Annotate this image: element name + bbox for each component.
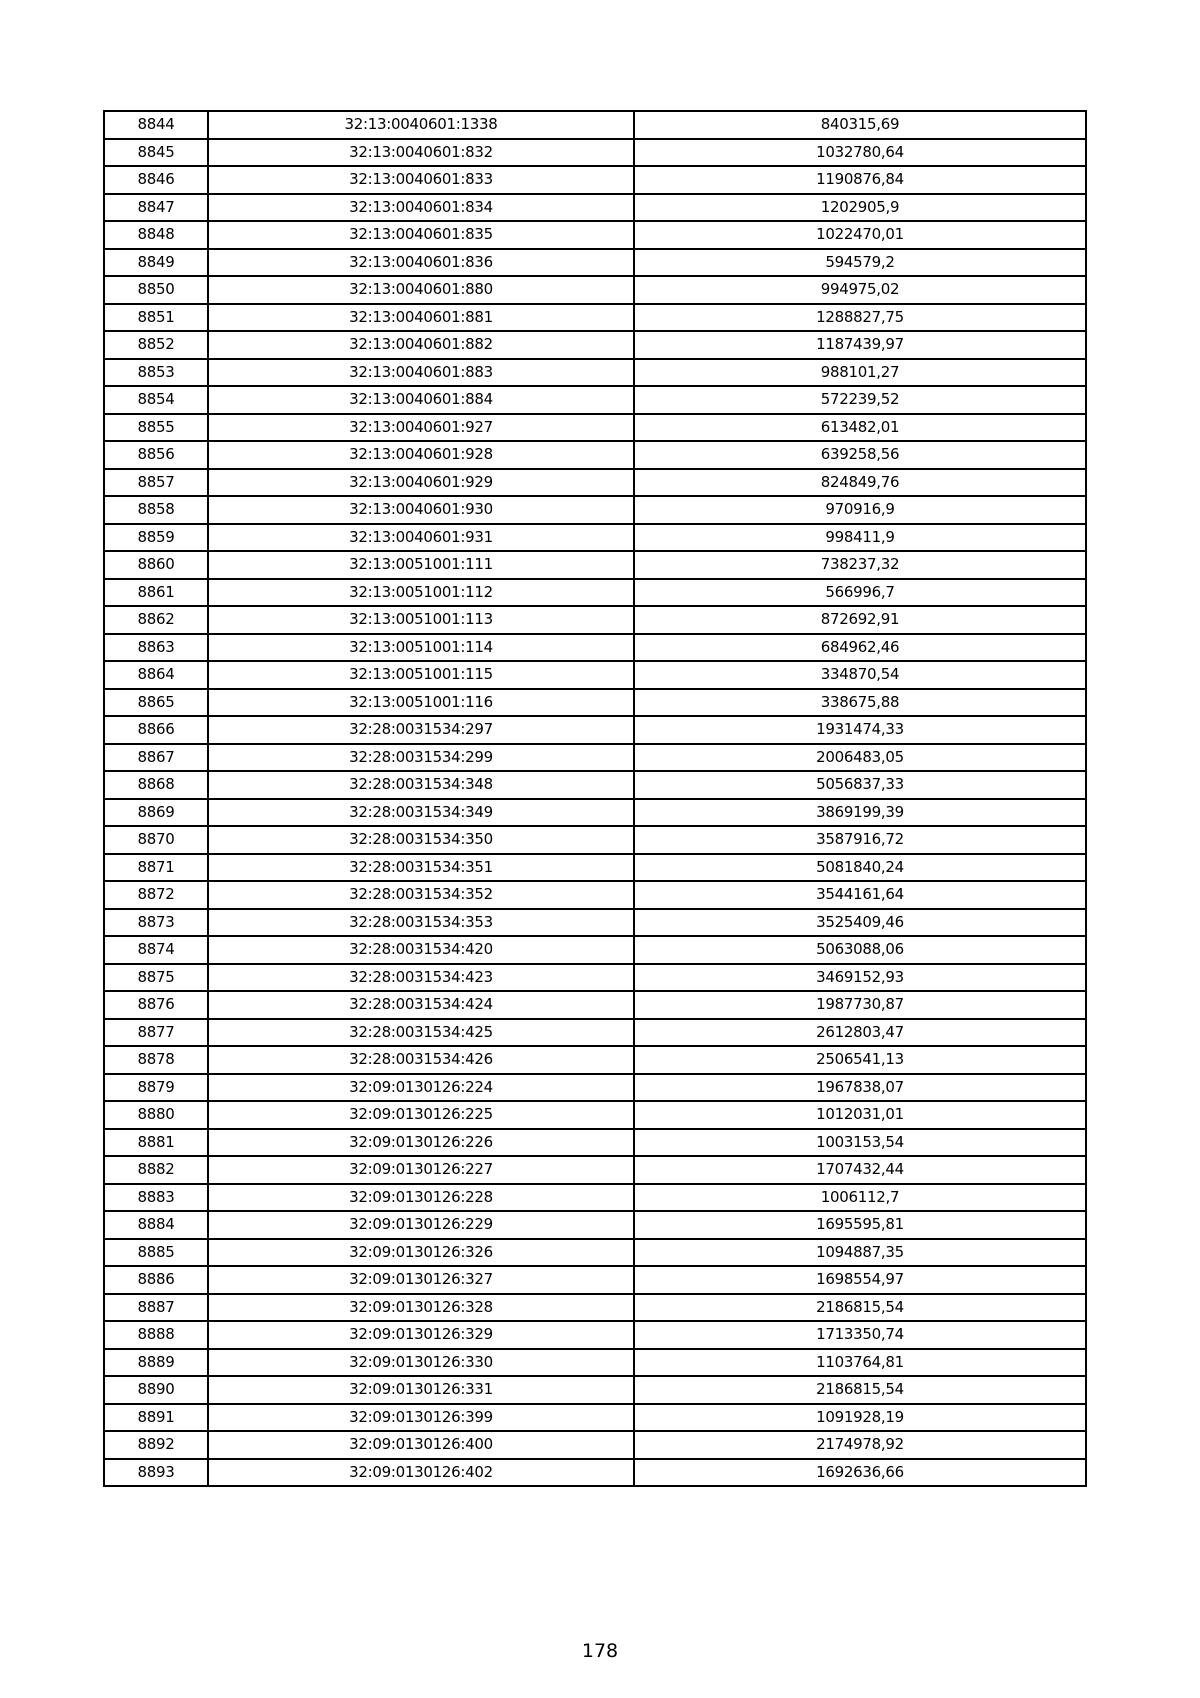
table-row — [104, 689, 1086, 717]
value-cell: 1202905,9 — [634, 194, 1086, 222]
value-cell: 994975,02 — [634, 276, 1086, 304]
row-number-cell: 8869 — [104, 799, 208, 827]
row-number-cell: 8848 — [104, 221, 208, 249]
cadastral-number-cell: 32:09:0130126:224 — [208, 1074, 634, 1102]
table-row — [104, 1376, 1086, 1404]
row-number-cell: 8846 — [104, 166, 208, 194]
value-cell: 1967838,07 — [634, 1074, 1086, 1102]
row-number-cell: 8882 — [104, 1156, 208, 1184]
table-row — [104, 606, 1086, 634]
table-row — [104, 964, 1086, 992]
table-row — [104, 1184, 1086, 1212]
table-row — [104, 991, 1086, 1019]
value-cell: 572239,52 — [634, 386, 1086, 414]
table-row — [104, 386, 1086, 414]
value-cell: 998411,9 — [634, 524, 1086, 552]
value-cell: 3544161,64 — [634, 881, 1086, 909]
cadastral-number-cell: 32:09:0130126:328 — [208, 1294, 634, 1322]
value-cell: 3525409,46 — [634, 909, 1086, 937]
cadastral-number-cell: 32:09:0130126:326 — [208, 1239, 634, 1267]
cadastral-number-cell: 32:13:0040601:928 — [208, 441, 634, 469]
value-cell: 970916,9 — [634, 496, 1086, 524]
cadastral-number-cell: 32:09:0130126:229 — [208, 1211, 634, 1239]
row-number-cell: 8885 — [104, 1239, 208, 1267]
cadastral-number-cell: 32:09:0130126:226 — [208, 1129, 634, 1157]
row-number-cell: 8868 — [104, 771, 208, 799]
cadastral-number-cell: 32:09:0130126:225 — [208, 1101, 634, 1129]
table-row — [104, 826, 1086, 854]
table-row — [104, 1101, 1086, 1129]
row-number-cell: 8883 — [104, 1184, 208, 1212]
table-row — [104, 1074, 1086, 1102]
value-cell: 1187439,97 — [634, 331, 1086, 359]
value-cell: 840315,69 — [634, 111, 1086, 139]
row-number-cell: 8876 — [104, 991, 208, 1019]
cadastral-number-cell: 32:28:0031534:297 — [208, 716, 634, 744]
table-row — [104, 716, 1086, 744]
row-number-cell: 8847 — [104, 194, 208, 222]
value-cell: 5063088,06 — [634, 936, 1086, 964]
cadastral-number-cell: 32:28:0031534:425 — [208, 1019, 634, 1047]
cadastral-number-cell: 32:13:0040601:929 — [208, 469, 634, 497]
table-row — [104, 1349, 1086, 1377]
row-number-cell: 8866 — [104, 716, 208, 744]
cadastral-number-cell: 32:13:0040601:834 — [208, 194, 634, 222]
cadastral-number-cell: 32:13:0040601:927 — [208, 414, 634, 442]
table-row — [104, 1239, 1086, 1267]
cadastral-number-cell: 32:09:0130126:330 — [208, 1349, 634, 1377]
table-row — [104, 1211, 1086, 1239]
row-number-cell: 8877 — [104, 1019, 208, 1047]
row-number-cell: 8857 — [104, 469, 208, 497]
cadastral-number-cell: 32:28:0031534:349 — [208, 799, 634, 827]
value-cell: 1094887,35 — [634, 1239, 1086, 1267]
row-number-cell: 8844 — [104, 111, 208, 139]
value-cell: 1003153,54 — [634, 1129, 1086, 1157]
cadastral-number-cell: 32:09:0130126:331 — [208, 1376, 634, 1404]
row-number-cell: 8856 — [104, 441, 208, 469]
cadastral-number-cell: 32:28:0031534:423 — [208, 964, 634, 992]
table-row — [104, 744, 1086, 772]
row-number-cell: 8861 — [104, 579, 208, 607]
value-cell: 338675,88 — [634, 689, 1086, 717]
cadastral-number-cell: 32:28:0031534:420 — [208, 936, 634, 964]
value-cell: 566996,7 — [634, 579, 1086, 607]
value-cell: 1692636,66 — [634, 1459, 1086, 1487]
row-number-cell: 8878 — [104, 1046, 208, 1074]
row-number-cell: 8879 — [104, 1074, 208, 1102]
row-number-cell: 8892 — [104, 1431, 208, 1459]
table-row — [104, 166, 1086, 194]
table-row — [104, 194, 1086, 222]
row-number-cell: 8862 — [104, 606, 208, 634]
table-row — [104, 304, 1086, 332]
row-number-cell: 8893 — [104, 1459, 208, 1487]
row-number-cell: 8889 — [104, 1349, 208, 1377]
table-row — [104, 1294, 1086, 1322]
row-number-cell: 8858 — [104, 496, 208, 524]
table-row — [104, 496, 1086, 524]
cadastral-number-cell: 32:28:0031534:424 — [208, 991, 634, 1019]
table-row — [104, 441, 1086, 469]
row-number-cell: 8864 — [104, 661, 208, 689]
row-number-cell: 8853 — [104, 359, 208, 387]
row-number-cell: 8891 — [104, 1404, 208, 1432]
table-row — [104, 249, 1086, 277]
table-row — [104, 221, 1086, 249]
cadastral-number-cell: 32:28:0031534:353 — [208, 909, 634, 937]
table-row — [104, 909, 1086, 937]
table-row — [104, 359, 1086, 387]
table-row — [104, 1046, 1086, 1074]
table-row — [104, 524, 1086, 552]
cadastral-number-cell: 32:28:0031534:351 — [208, 854, 634, 882]
value-cell: 1032780,64 — [634, 139, 1086, 167]
value-cell: 3587916,72 — [634, 826, 1086, 854]
value-cell: 5081840,24 — [634, 854, 1086, 882]
cadastral-number-cell: 32:13:0040601:884 — [208, 386, 634, 414]
cadastral-number-cell: 32:28:0031534:348 — [208, 771, 634, 799]
row-number-cell: 8886 — [104, 1266, 208, 1294]
cadastral-number-cell: 32:13:0051001:114 — [208, 634, 634, 662]
row-number-cell: 8887 — [104, 1294, 208, 1322]
value-cell: 594579,2 — [634, 249, 1086, 277]
cadastral-number-cell: 32:13:0040601:835 — [208, 221, 634, 249]
value-cell: 2174978,92 — [634, 1431, 1086, 1459]
cadastral-number-cell: 32:09:0130126:329 — [208, 1321, 634, 1349]
value-cell: 1022470,01 — [634, 221, 1086, 249]
cadastral-number-cell: 32:09:0130126:402 — [208, 1459, 634, 1487]
table-row — [104, 1321, 1086, 1349]
row-number-cell: 8851 — [104, 304, 208, 332]
value-cell: 5056837,33 — [634, 771, 1086, 799]
table-row — [104, 1404, 1086, 1432]
table-row — [104, 936, 1086, 964]
row-number-cell: 8884 — [104, 1211, 208, 1239]
table-row — [104, 331, 1086, 359]
table-row — [104, 799, 1086, 827]
row-number-cell: 8872 — [104, 881, 208, 909]
row-number-cell: 8890 — [104, 1376, 208, 1404]
table-row — [104, 111, 1086, 139]
cadastral-number-cell: 32:13:0051001:112 — [208, 579, 634, 607]
row-number-cell: 8849 — [104, 249, 208, 277]
row-number-cell: 8859 — [104, 524, 208, 552]
value-cell: 1006112,7 — [634, 1184, 1086, 1212]
table-row — [104, 881, 1086, 909]
table-row — [104, 1266, 1086, 1294]
value-cell: 1012031,01 — [634, 1101, 1086, 1129]
value-cell: 988101,27 — [634, 359, 1086, 387]
cadastral-number-cell: 32:13:0051001:116 — [208, 689, 634, 717]
value-cell: 1713350,74 — [634, 1321, 1086, 1349]
cadastral-number-cell: 32:13:0040601:881 — [208, 304, 634, 332]
cadastral-number-cell: 32:28:0031534:350 — [208, 826, 634, 854]
value-cell: 2612803,47 — [634, 1019, 1086, 1047]
value-cell: 1288827,75 — [634, 304, 1086, 332]
cadastral-number-cell: 32:13:0040601:931 — [208, 524, 634, 552]
cadastral-number-cell: 32:13:0051001:111 — [208, 551, 634, 579]
cadastral-number-cell: 32:28:0031534:352 — [208, 881, 634, 909]
row-number-cell: 8845 — [104, 139, 208, 167]
cadastral-number-cell: 32:13:0040601:883 — [208, 359, 634, 387]
value-cell: 1707432,44 — [634, 1156, 1086, 1184]
cadastral-number-cell: 32:09:0130126:227 — [208, 1156, 634, 1184]
table-row — [104, 661, 1086, 689]
cadastral-number-cell: 32:09:0130126:400 — [208, 1431, 634, 1459]
cadastral-number-cell: 32:09:0130126:228 — [208, 1184, 634, 1212]
row-number-cell: 8854 — [104, 386, 208, 414]
row-number-cell: 8850 — [104, 276, 208, 304]
value-cell: 1987730,87 — [634, 991, 1086, 1019]
cadastral-number-cell: 32:13:0051001:113 — [208, 606, 634, 634]
value-cell: 1091928,19 — [634, 1404, 1086, 1432]
table-row — [104, 139, 1086, 167]
value-cell: 1695595,81 — [634, 1211, 1086, 1239]
row-number-cell: 8870 — [104, 826, 208, 854]
table-row — [104, 579, 1086, 607]
table-row — [104, 276, 1086, 304]
value-cell: 2506541,13 — [634, 1046, 1086, 1074]
table-row — [104, 1129, 1086, 1157]
value-cell: 1190876,84 — [634, 166, 1086, 194]
value-cell: 872692,91 — [634, 606, 1086, 634]
value-cell: 824849,76 — [634, 469, 1086, 497]
table-body — [104, 111, 1086, 1486]
table-row — [104, 634, 1086, 662]
table-row — [104, 414, 1086, 442]
cadastral-number-cell: 32:13:0040601:1338 — [208, 111, 634, 139]
table-row — [104, 771, 1086, 799]
table-row — [104, 1431, 1086, 1459]
value-cell: 738237,32 — [634, 551, 1086, 579]
cadastral-number-cell: 32:28:0031534:426 — [208, 1046, 634, 1074]
value-cell: 684962,46 — [634, 634, 1086, 662]
row-number-cell: 8871 — [104, 854, 208, 882]
table-row — [104, 1459, 1086, 1487]
data-table — [103, 110, 1087, 1487]
cadastral-number-cell: 32:13:0040601:930 — [208, 496, 634, 524]
value-cell: 639258,56 — [634, 441, 1086, 469]
value-cell: 3469152,93 — [634, 964, 1086, 992]
cadastral-number-cell: 32:13:0040601:836 — [208, 249, 634, 277]
value-cell: 613482,01 — [634, 414, 1086, 442]
table-row — [104, 469, 1086, 497]
table-row — [104, 551, 1086, 579]
cadastral-number-cell: 32:13:0040601:880 — [208, 276, 634, 304]
row-number-cell: 8880 — [104, 1101, 208, 1129]
table-row — [104, 1156, 1086, 1184]
row-number-cell: 8865 — [104, 689, 208, 717]
value-cell: 1103764,81 — [634, 1349, 1086, 1377]
row-number-cell: 8874 — [104, 936, 208, 964]
page-number: 178 — [581, 1640, 619, 1662]
value-cell: 2186815,54 — [634, 1294, 1086, 1322]
value-cell: 1931474,33 — [634, 716, 1086, 744]
row-number-cell: 8863 — [104, 634, 208, 662]
value-cell: 2186815,54 — [634, 1376, 1086, 1404]
row-number-cell: 8888 — [104, 1321, 208, 1349]
cadastral-number-cell: 32:09:0130126:327 — [208, 1266, 634, 1294]
row-number-cell: 8867 — [104, 744, 208, 772]
cadastral-number-cell: 32:13:0051001:115 — [208, 661, 634, 689]
cadastral-number-cell: 32:13:0040601:833 — [208, 166, 634, 194]
value-cell: 1698554,97 — [634, 1266, 1086, 1294]
row-number-cell: 8875 — [104, 964, 208, 992]
cadastral-number-cell: 32:28:0031534:299 — [208, 744, 634, 772]
cadastral-number-cell: 32:13:0040601:832 — [208, 139, 634, 167]
cadastral-number-cell: 32:09:0130126:399 — [208, 1404, 634, 1432]
value-cell: 2006483,05 — [634, 744, 1086, 772]
value-cell: 334870,54 — [634, 661, 1086, 689]
row-number-cell: 8873 — [104, 909, 208, 937]
cadastral-number-cell: 32:13:0040601:882 — [208, 331, 634, 359]
table-row — [104, 854, 1086, 882]
row-number-cell: 8860 — [104, 551, 208, 579]
row-number-cell: 8855 — [104, 414, 208, 442]
row-number-cell: 8881 — [104, 1129, 208, 1157]
row-number-cell: 8852 — [104, 331, 208, 359]
value-cell: 3869199,39 — [634, 799, 1086, 827]
table-row — [104, 1019, 1086, 1047]
